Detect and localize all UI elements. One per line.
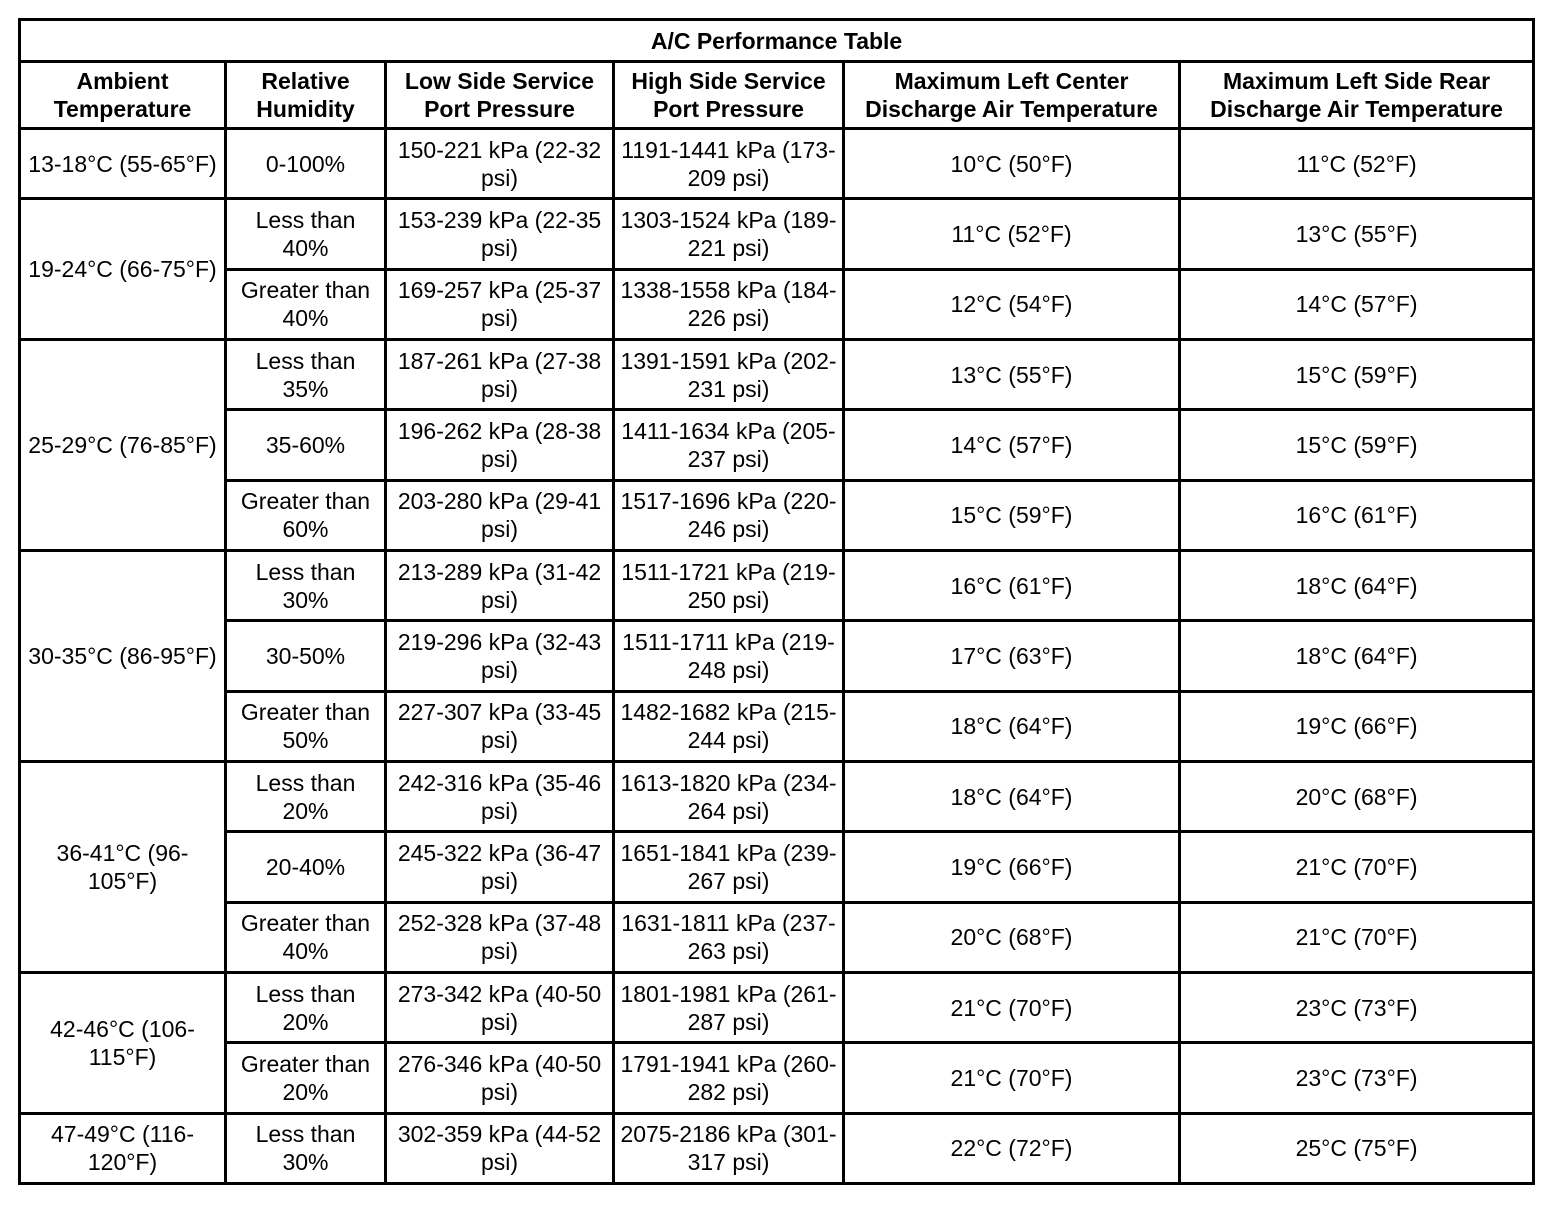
low-side-pressure-cell: 196-262 kPa (28-38 psi)	[386, 410, 614, 480]
table-row	[20, 1113, 1534, 1183]
header-left-side-rear-discharge-temp: Maximum Left Side Rear Discharge Air Temperature	[1180, 62, 1534, 129]
left-side-rear-discharge-temp-cell: 14°C (57°F)	[1180, 269, 1534, 339]
table-title-row	[20, 20, 1534, 62]
relative-humidity-cell: Less than 40%	[226, 199, 386, 269]
relative-humidity-cell: Less than 30%	[226, 1113, 386, 1183]
high-side-pressure-cell: 1631-1811 kPa (237-263 psi)	[614, 902, 844, 972]
ambient-temperature-cell: 42-46°C (106-115°F)	[20, 972, 226, 1113]
left-center-discharge-temp-cell: 18°C (64°F)	[844, 761, 1180, 831]
left-center-discharge-temp-cell: 15°C (59°F)	[844, 480, 1180, 550]
table-row	[20, 480, 1534, 550]
table-title: A/C Performance Table	[20, 20, 1534, 62]
relative-humidity-cell: 35-60%	[226, 410, 386, 480]
left-center-discharge-temp-cell: 17°C (63°F)	[844, 621, 1180, 691]
left-side-rear-discharge-temp-cell: 11°C (52°F)	[1180, 129, 1534, 199]
high-side-pressure-cell: 1482-1682 kPa (215-244 psi)	[614, 691, 844, 761]
table-row	[20, 832, 1534, 902]
low-side-pressure-cell: 227-307 kPa (33-45 psi)	[386, 691, 614, 761]
left-center-discharge-temp-cell: 22°C (72°F)	[844, 1113, 1180, 1183]
low-side-pressure-cell: 242-316 kPa (35-46 psi)	[386, 761, 614, 831]
left-center-discharge-temp-cell: 18°C (64°F)	[844, 691, 1180, 761]
table-row	[20, 691, 1534, 761]
left-side-rear-discharge-temp-cell: 18°C (64°F)	[1180, 550, 1534, 620]
low-side-pressure-cell: 203-280 kPa (29-41 psi)	[386, 480, 614, 550]
low-side-pressure-cell: 302-359 kPa (44-52 psi)	[386, 1113, 614, 1183]
table-body	[20, 129, 1534, 1184]
high-side-pressure-cell: 1411-1634 kPa (205-237 psi)	[614, 410, 844, 480]
table-row	[20, 199, 1534, 269]
left-center-discharge-temp-cell: 12°C (54°F)	[844, 269, 1180, 339]
high-side-pressure-cell: 1303-1524 kPa (189-221 psi)	[614, 199, 844, 269]
high-side-pressure-cell: 1801-1981 kPa (261-287 psi)	[614, 972, 844, 1042]
left-side-rear-discharge-temp-cell: 21°C (70°F)	[1180, 902, 1534, 972]
left-center-discharge-temp-cell: 20°C (68°F)	[844, 902, 1180, 972]
low-side-pressure-cell: 150-221 kPa (22-32 psi)	[386, 129, 614, 199]
relative-humidity-cell: Greater than 60%	[226, 480, 386, 550]
low-side-pressure-cell: 276-346 kPa (40-50 psi)	[386, 1043, 614, 1113]
left-center-discharge-temp-cell: 11°C (52°F)	[844, 199, 1180, 269]
header-relative-humidity: Relative Humidity	[226, 62, 386, 129]
relative-humidity-cell: 0-100%	[226, 129, 386, 199]
relative-humidity-cell: Less than 20%	[226, 761, 386, 831]
high-side-pressure-cell: 1613-1820 kPa (234-264 psi)	[614, 761, 844, 831]
left-center-discharge-temp-cell: 13°C (55°F)	[844, 339, 1180, 409]
table-row	[20, 410, 1534, 480]
left-side-rear-discharge-temp-cell: 25°C (75°F)	[1180, 1113, 1534, 1183]
low-side-pressure-cell: 169-257 kPa (25-37 psi)	[386, 269, 614, 339]
low-side-pressure-cell: 273-342 kPa (40-50 psi)	[386, 972, 614, 1042]
high-side-pressure-cell: 1391-1591 kPa (202-231 psi)	[614, 339, 844, 409]
low-side-pressure-cell: 213-289 kPa (31-42 psi)	[386, 550, 614, 620]
ambient-temperature-cell: 13-18°C (55-65°F)	[20, 129, 226, 199]
left-center-discharge-temp-cell: 21°C (70°F)	[844, 972, 1180, 1042]
left-center-discharge-temp-cell: 19°C (66°F)	[844, 832, 1180, 902]
ambient-temperature-cell: 30-35°C (86-95°F)	[20, 550, 226, 761]
relative-humidity-cell: 20-40%	[226, 832, 386, 902]
high-side-pressure-cell: 1191-1441 kPa (173-209 psi)	[614, 129, 844, 199]
table-row	[20, 1043, 1534, 1113]
ac-performance-table	[18, 18, 1535, 1185]
low-side-pressure-cell: 252-328 kPa (37-48 psi)	[386, 902, 614, 972]
left-side-rear-discharge-temp-cell: 15°C (59°F)	[1180, 410, 1534, 480]
header-ambient-temperature: Ambient Temperature	[20, 62, 226, 129]
left-center-discharge-temp-cell: 16°C (61°F)	[844, 550, 1180, 620]
ambient-temperature-cell: 47-49°C (116-120°F)	[20, 1113, 226, 1183]
low-side-pressure-cell: 245-322 kPa (36-47 psi)	[386, 832, 614, 902]
left-side-rear-discharge-temp-cell: 19°C (66°F)	[1180, 691, 1534, 761]
ambient-temperature-cell: 36-41°C (96-105°F)	[20, 761, 226, 972]
low-side-pressure-cell: 187-261 kPa (27-38 psi)	[386, 339, 614, 409]
left-side-rear-discharge-temp-cell: 16°C (61°F)	[1180, 480, 1534, 550]
relative-humidity-cell: Less than 35%	[226, 339, 386, 409]
relative-humidity-cell: Less than 30%	[226, 550, 386, 620]
table-row	[20, 339, 1534, 409]
table-row	[20, 550, 1534, 620]
high-side-pressure-cell: 1511-1711 kPa (219-248 psi)	[614, 621, 844, 691]
ambient-temperature-cell: 19-24°C (66-75°F)	[20, 199, 226, 340]
left-side-rear-discharge-temp-cell: 18°C (64°F)	[1180, 621, 1534, 691]
table-row	[20, 129, 1534, 199]
left-side-rear-discharge-temp-cell: 23°C (73°F)	[1180, 1043, 1534, 1113]
relative-humidity-cell: Less than 20%	[226, 972, 386, 1042]
left-side-rear-discharge-temp-cell: 15°C (59°F)	[1180, 339, 1534, 409]
table-header-row	[20, 62, 1534, 129]
relative-humidity-cell: 30-50%	[226, 621, 386, 691]
low-side-pressure-cell: 219-296 kPa (32-43 psi)	[386, 621, 614, 691]
table-row	[20, 972, 1534, 1042]
high-side-pressure-cell: 1338-1558 kPa (184-226 psi)	[614, 269, 844, 339]
high-side-pressure-cell: 1791-1941 kPa (260-282 psi)	[614, 1043, 844, 1113]
relative-humidity-cell: Greater than 40%	[226, 269, 386, 339]
header-high-side-pressure: High Side Service Port Pressure	[614, 62, 844, 129]
left-center-discharge-temp-cell: 10°C (50°F)	[844, 129, 1180, 199]
relative-humidity-cell: Greater than 50%	[226, 691, 386, 761]
ambient-temperature-cell: 25-29°C (76-85°F)	[20, 339, 226, 550]
high-side-pressure-cell: 2075-2186 kPa (301-317 psi)	[614, 1113, 844, 1183]
header-left-center-discharge-temp: Maximum Left Center Discharge Air Temperature	[844, 62, 1180, 129]
high-side-pressure-cell: 1517-1696 kPa (220-246 psi)	[614, 480, 844, 550]
header-low-side-pressure: Low Side Service Port Pressure	[386, 62, 614, 129]
left-side-rear-discharge-temp-cell: 13°C (55°F)	[1180, 199, 1534, 269]
relative-humidity-cell: Greater than 20%	[226, 1043, 386, 1113]
left-side-rear-discharge-temp-cell: 20°C (68°F)	[1180, 761, 1534, 831]
left-side-rear-discharge-temp-cell: 21°C (70°F)	[1180, 832, 1534, 902]
table-row	[20, 902, 1534, 972]
left-center-discharge-temp-cell: 21°C (70°F)	[844, 1043, 1180, 1113]
low-side-pressure-cell: 153-239 kPa (22-35 psi)	[386, 199, 614, 269]
left-center-discharge-temp-cell: 14°C (57°F)	[844, 410, 1180, 480]
table-row	[20, 621, 1534, 691]
relative-humidity-cell: Greater than 40%	[226, 902, 386, 972]
high-side-pressure-cell: 1651-1841 kPa (239-267 psi)	[614, 832, 844, 902]
high-side-pressure-cell: 1511-1721 kPa (219-250 psi)	[614, 550, 844, 620]
table-row	[20, 269, 1534, 339]
left-side-rear-discharge-temp-cell: 23°C (73°F)	[1180, 972, 1534, 1042]
table-row	[20, 761, 1534, 831]
